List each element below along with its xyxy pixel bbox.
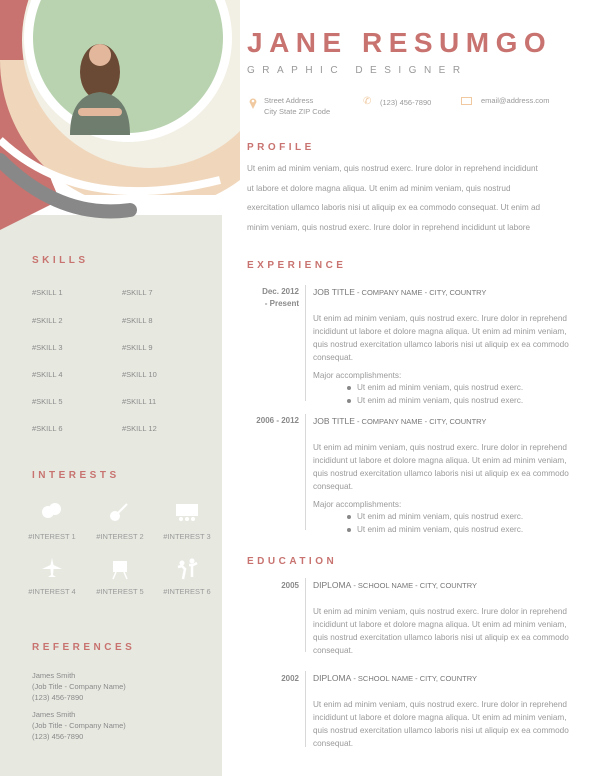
reference-phone: (123) 456-7890 [32, 732, 84, 741]
phone-icon: ✆ [363, 96, 372, 107]
profile-line: Ut enim ad minim veniam, quis nostrud exerc. Irure dolor in reprehend incididunt [247, 164, 538, 173]
interests-heading: INTERESTS [32, 470, 120, 481]
decorative-arcs [0, 0, 240, 230]
bullet-icon [347, 386, 351, 390]
location-icon [249, 96, 257, 114]
degree: DIPLOMA [313, 580, 352, 590]
bullet-icon [347, 528, 351, 532]
skill-item: #SKILL 2 [32, 316, 63, 325]
reference-2 [32, 709, 126, 742]
accomplishment-item [347, 381, 523, 394]
education-year: 2002 [281, 674, 299, 683]
reference-phone: (123) 456-7890 [32, 693, 84, 702]
skill-item: #SKILL 11 [122, 397, 157, 406]
accomplishment-item [347, 523, 523, 536]
job-company: - COMPANY NAME - CITY, COUNTRY [354, 417, 487, 426]
job-date-end: - Present [264, 299, 299, 308]
skill-item: #SKILL 12 [122, 424, 157, 433]
bullet-icon [347, 515, 351, 519]
job-title [313, 416, 486, 426]
interest-item [18, 502, 86, 541]
job-date-start: 2006 - 2012 [256, 416, 299, 425]
job-date-start: Dec. 2012 [262, 287, 299, 296]
accomplishment-text: Ut enim ad minim veniam, quis nostrud exerc. [357, 512, 524, 521]
job-title [313, 287, 486, 297]
reference-name: James Smith [32, 671, 76, 680]
profile-line: exercitation ullamco laboris nisi ut aliquip ex ea commodo consequat. Ut enim ad [247, 203, 541, 212]
interest-label: #INTEREST 2 [96, 532, 144, 541]
job-date [244, 286, 299, 310]
degree: DIPLOMA [313, 673, 352, 683]
email: email@address.com [481, 96, 550, 105]
job-description: Ut enim ad minim veniam, quis nostrud exerc. Irure dolor in reprehend incididunt ut labore et dolore magna aliqua. Ut enim ad minim veniam, quis nostrud exercitation ullamco laboris nisi ut aliquip ex ea commodo consequat. [313, 443, 569, 491]
profile-line: minim veniam, quis nostrud exerc. Irure dolor in reprehend incididunt ut labore [247, 222, 531, 232]
interest-item [86, 502, 154, 541]
timeline-divider [305, 578, 306, 652]
dancing-icon [175, 557, 199, 581]
reference-title: (Job Title - Company Name) [32, 721, 126, 730]
school: - SCHOOL NAME - CITY, COUNTRY [351, 581, 477, 590]
job-subtitle: GRAPHIC DESIGNER [247, 65, 468, 76]
profile-text [247, 159, 582, 237]
address [264, 95, 330, 117]
education-year: 2005 [281, 581, 299, 590]
skill-item: #SKILL 3 [32, 343, 63, 352]
guitar-icon [108, 502, 132, 526]
job-title-text: JOB TITLE [313, 287, 355, 297]
education-title [313, 580, 477, 590]
timeline-divider [305, 285, 306, 401]
accomplishment-item [347, 394, 523, 407]
timeline-divider [305, 414, 306, 530]
email-icon [461, 97, 472, 105]
skills-heading: SKILLS [32, 255, 89, 266]
airplane-icon [40, 557, 64, 581]
skill-item: #SKILL 10 [122, 370, 157, 379]
interest-label: #INTEREST 4 [28, 587, 76, 596]
easel-icon [108, 557, 132, 581]
skill-item: #SKILL 7 [122, 288, 153, 297]
interest-label: #INTEREST 6 [163, 587, 211, 596]
profile-line: ut labore et dolore magna aliqua. Ut enim ad minim veniam, quis nostrud [247, 183, 511, 193]
theater-masks-icon [40, 502, 64, 526]
job-date [244, 415, 299, 427]
accomplishment-text: Ut enim ad minim veniam, quis nostrud exerc. [357, 525, 524, 534]
job-title-text: JOB TITLE [313, 416, 355, 426]
references-heading: REFERENCES [32, 642, 136, 653]
address-line-1: Street Address [264, 96, 314, 105]
cinema-icon [175, 502, 199, 526]
accomplishment-text: Ut enim ad minim veniam, quis nostrud exerc. [357, 396, 524, 405]
skill-item: #SKILL 5 [32, 397, 63, 406]
skill-item: #SKILL 1 [32, 288, 63, 297]
job-description: Ut enim ad minim veniam, quis nostrud exerc. Irure dolor in reprehend incididunt ut labore et dolore magna aliqua. Ut enim ad minim veniam, quis nostrud exercitation ullamco laboris nisi ut aliquip ex ea commodo consequat. [313, 314, 569, 362]
skill-item: #SKILL 6 [32, 424, 63, 433]
skill-item: #SKILL 4 [32, 370, 63, 379]
name-title: JANE RESUMGO [247, 27, 553, 58]
phone: (123) 456-7890 [380, 98, 432, 107]
education-title [313, 673, 477, 683]
interest-item [153, 557, 221, 596]
interest-label: #INTEREST 3 [163, 532, 211, 541]
job-company: - COMPANY NAME - CITY, COUNTRY [354, 288, 487, 297]
reference-name: James Smith [32, 710, 76, 719]
accomplishments-label: Major accomplishments: [313, 371, 402, 380]
interest-label: #INTEREST 5 [96, 587, 144, 596]
address-line-2: City State ZIP Code [264, 107, 331, 116]
bullet-icon [347, 399, 351, 403]
interest-label: #INTEREST 1 [28, 532, 76, 541]
timeline-divider [305, 671, 306, 747]
reference-title: (Job Title - Company Name) [32, 682, 126, 691]
skill-item: #SKILL 9 [122, 343, 153, 352]
profile-heading: PROFILE [247, 142, 315, 153]
education-description: Ut enim ad minim veniam, quis nostrud exerc. Irure dolor in reprehend incididunt ut labore et dolore magna aliqua. Ut enim ad minim veniam, quis nostrud exercitation ullamco laboris nisi ut aliquip ex ea commodo consequat. [313, 607, 569, 655]
interest-item [86, 557, 154, 596]
interest-item [18, 557, 86, 596]
accomplishments-label: Major accomplishments: [313, 500, 402, 509]
education-description: Ut enim ad minim veniam, quis nostrud exerc. Irure dolor in reprehend incididunt ut labore et dolore magna aliqua. Ut enim ad minim veniam, quis nostrud exercitation ullamco laboris nisi ut aliquip ex ea commodo consequat. [313, 700, 569, 748]
skill-item: #SKILL 8 [122, 316, 153, 325]
interest-item [153, 502, 221, 541]
education-heading: EDUCATION [247, 556, 338, 567]
accomplishment-text: Ut enim ad minim veniam, quis nostrud exerc. [357, 383, 524, 392]
reference-1 [32, 670, 126, 703]
experience-heading: EXPERIENCE [247, 260, 347, 271]
accomplishment-item [347, 510, 523, 523]
school: - SCHOOL NAME - CITY, COUNTRY [351, 674, 477, 683]
